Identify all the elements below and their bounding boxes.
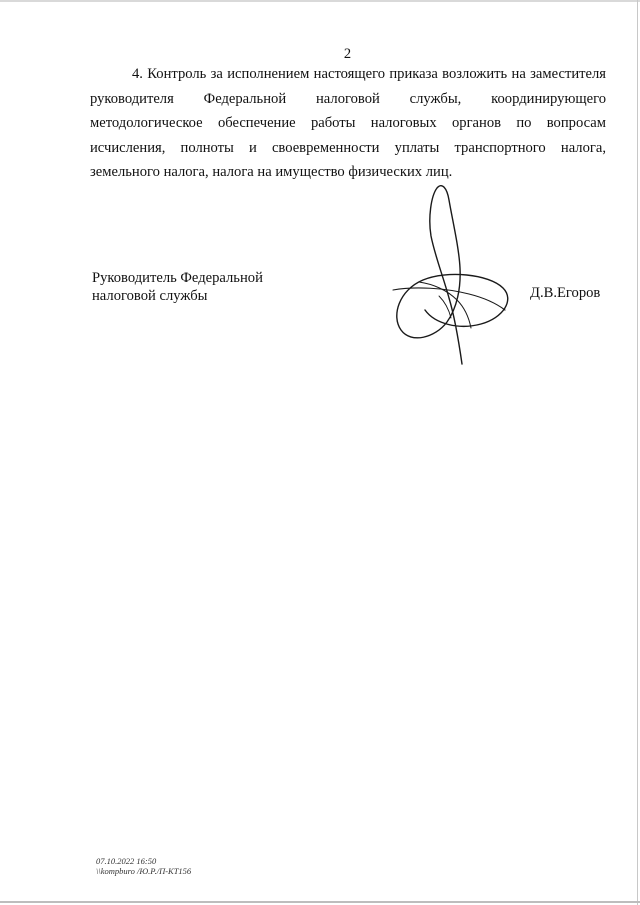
document-footer (96, 856, 191, 876)
order-paragraph-4: 4. Контроль за исполнением настоящего приказа возложить на заместителя руководителя Федеральной налоговой службы, координирующего методологическое обеспечение работы налоговых органов по вопросам исчисления, полноты и своевременности уплаты транспортного налога, земельного налога, налога на имущество физических лиц. (90, 66, 606, 180)
signer-title (92, 269, 263, 305)
page-number: 2 (343, 46, 352, 62)
signer-title-line-1: Руководитель Федеральной (92, 270, 263, 286)
footer-doc-ref: \\kompburo /Ю.Р./П-КТ156 (96, 866, 192, 876)
scan-edge-top (0, 0, 640, 2)
handwritten-signature (385, 178, 525, 388)
scan-edge-bottom (0, 901, 640, 903)
footer-datetime: 07.10.2022 16:50 (96, 856, 157, 866)
signer-name: Д.В.Егоров (530, 285, 601, 301)
signer-title-line-2: налоговой службы (92, 288, 208, 304)
scan-edge-right (637, 0, 638, 905)
